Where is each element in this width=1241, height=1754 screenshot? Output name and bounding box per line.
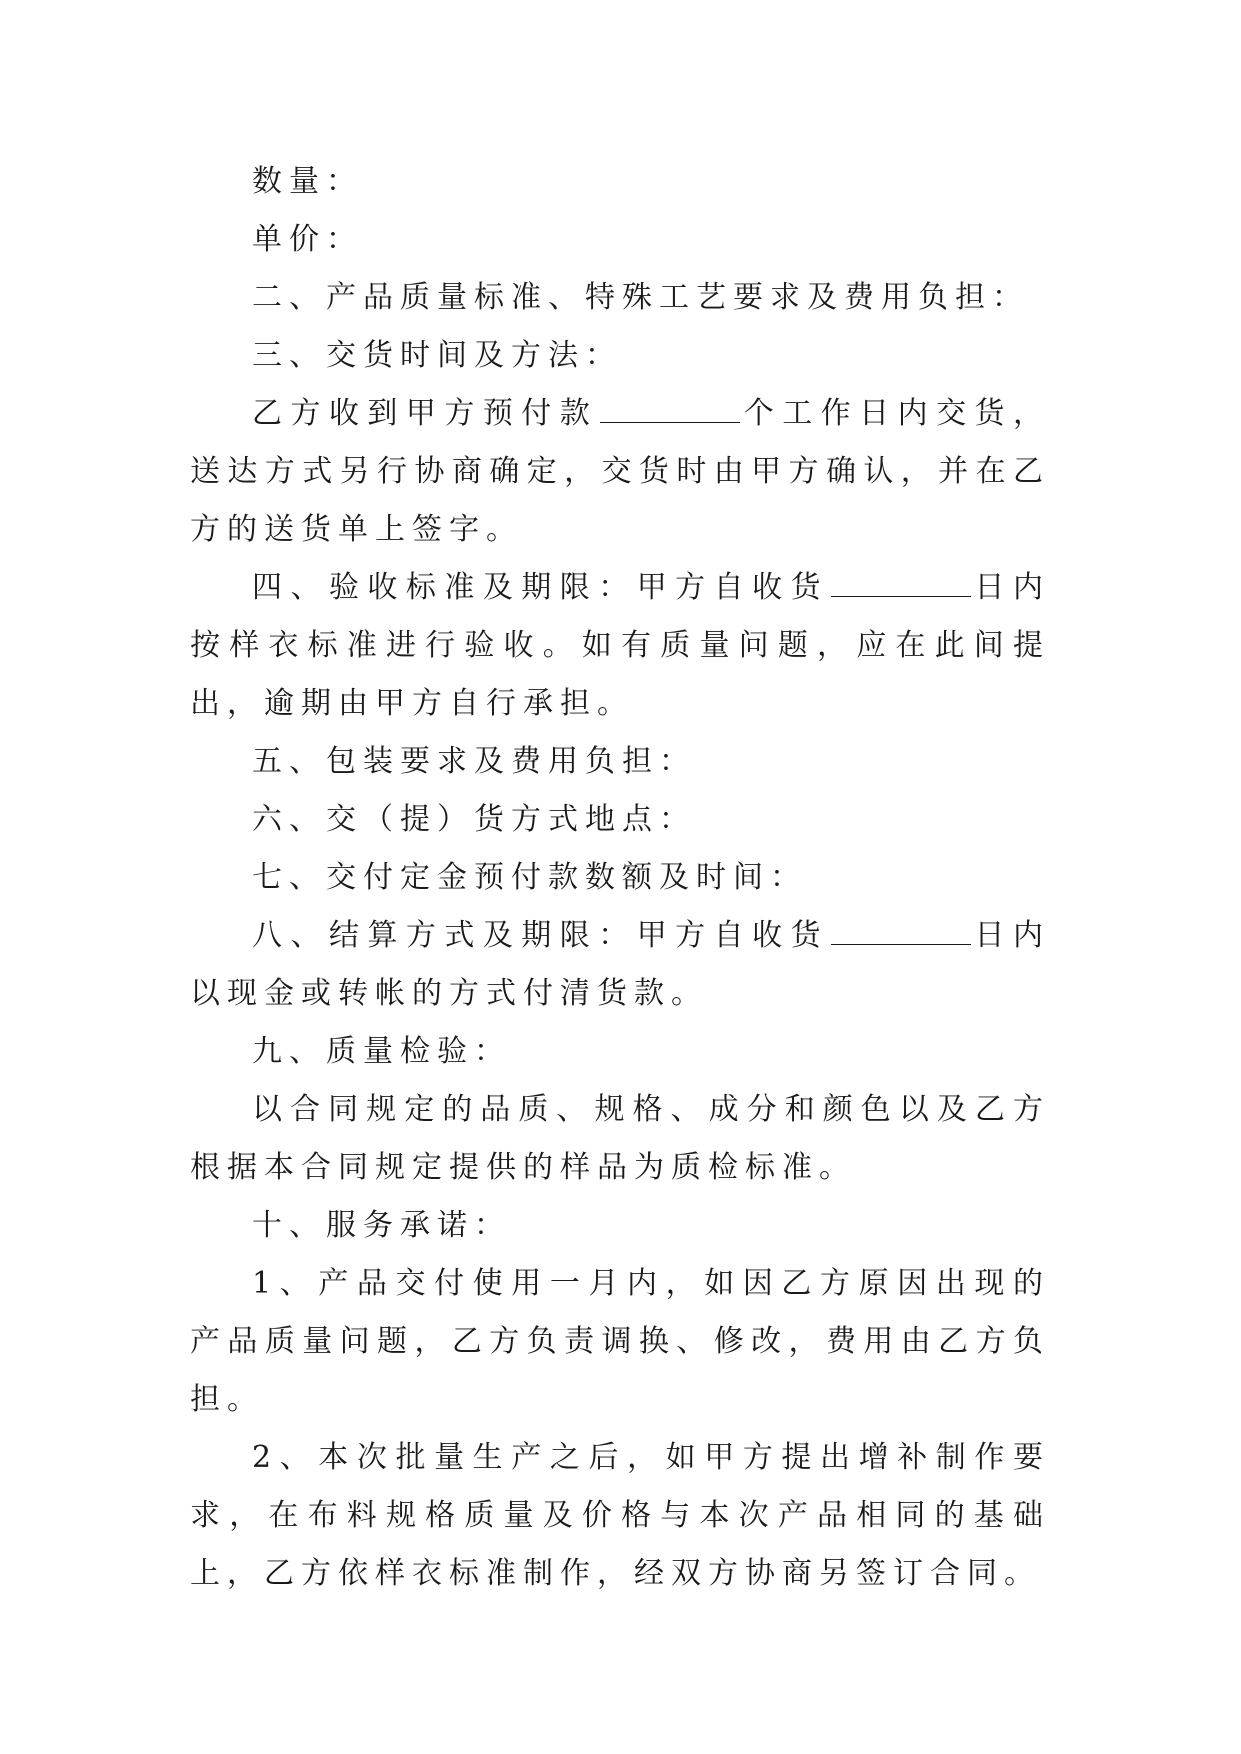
section-4-before: 四、验收标准及期限：甲方自收货 bbox=[252, 570, 830, 605]
paragraph-section-9: 九、质量检验： bbox=[252, 1034, 511, 1069]
delivery-terms-after: 个工作日内交货，送达方式另行协商确定，交货时由甲方确认，并在乙方的送货单上签字。 bbox=[190, 396, 1051, 547]
paragraph-quantity: 数量： bbox=[252, 164, 363, 199]
paragraph-section-10: 十、服务承诺： bbox=[252, 1208, 511, 1243]
paragraph-section-7: 七、交付定金预付款数额及时间： bbox=[252, 860, 807, 895]
section-8-after: 日内以现金或转帐的方式付清货款。 bbox=[190, 918, 1051, 1011]
paragraph-quality-standard: 以合同规定的品质、规格、成分和颜色以及乙方根据本合同规定提供的样品为质检标准。 bbox=[190, 1092, 1050, 1185]
section-8-before: 八、结算方式及期限：甲方自收货 bbox=[252, 918, 830, 953]
inspection-days-blank[interactable] bbox=[831, 560, 971, 597]
paragraph-section-4 bbox=[190, 559, 1050, 733]
section-4-after: 日内按样衣标准进行验收。如有质量问题，应在此间提出，逾期由甲方自行承担。 bbox=[190, 570, 1051, 721]
paragraph-commitment-1: 1、产品交付使用一月内，如因乙方原因出现的产品质量问题，乙方负责调换、修改，费用由乙方负担。 bbox=[190, 1266, 1050, 1417]
delivery-terms-before: 乙方收到甲方预付款 bbox=[252, 396, 599, 431]
paragraph-section-5: 五、包装要求及费用负担： bbox=[252, 744, 696, 779]
paragraph-section-2: 二、产品质量标准、特殊工艺要求及费用负担： bbox=[252, 280, 1029, 315]
paragraph-section-8 bbox=[190, 907, 1050, 1023]
paragraph-delivery-terms bbox=[190, 385, 1050, 559]
document-body bbox=[190, 153, 1050, 1603]
paragraph-section-3: 三、交货时间及方法： bbox=[252, 338, 622, 373]
paragraph-commitment-2: 2、本次批量生产之后，如甲方提出增补制作要求，在布料规格质量及价格与本次产品相同的基础上，乙方依样衣标准制作，经双方协商另签订合同。 bbox=[190, 1440, 1050, 1591]
paragraph-section-6: 六、交（提）货方式地点： bbox=[252, 802, 696, 837]
paragraph-unit-price: 单价： bbox=[252, 222, 363, 257]
delivery-days-blank[interactable] bbox=[600, 386, 740, 423]
settlement-days-blank[interactable] bbox=[831, 908, 971, 945]
